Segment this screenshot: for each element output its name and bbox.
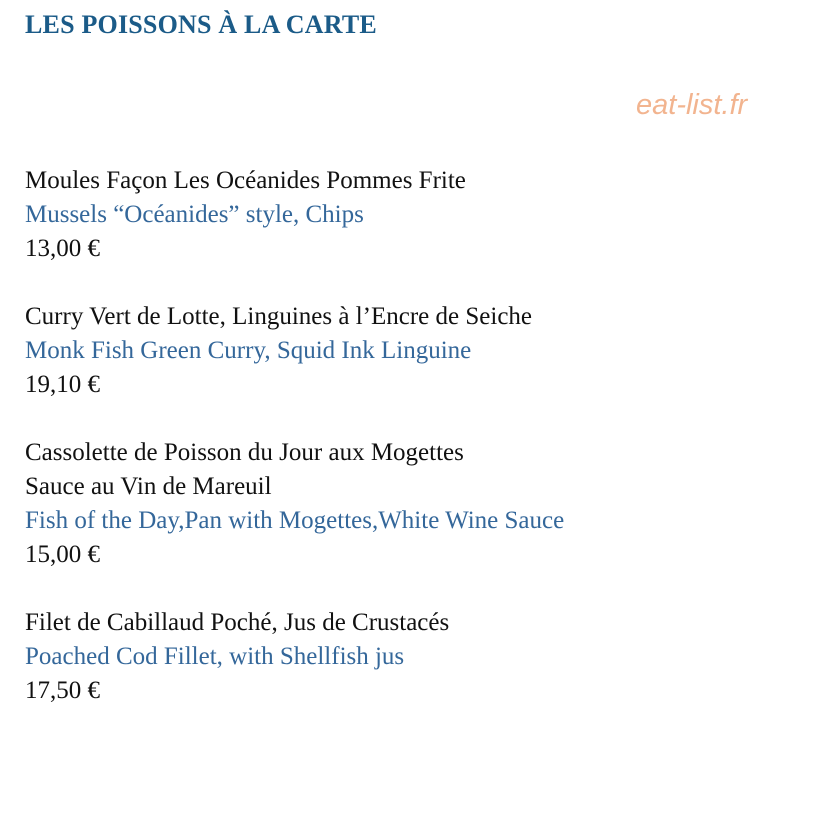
menu-list [25, 164, 564, 742]
item-name-fr: Filet de Cabillaud Poché, Jus de Crustacés [25, 609, 450, 636]
item-name-en: Mussels “Océanides” style, Chips [25, 201, 364, 228]
menu-item [25, 164, 564, 266]
item-price: 19,10 € [25, 371, 100, 398]
page-title: LES POISSONS À LA CARTE [25, 10, 377, 39]
menu-item [25, 606, 564, 708]
item-name-fr: Curry Vert de Lotte, Linguines à l’Encre de Seiche [25, 303, 533, 330]
item-name-en: Monk Fish Green Curry, Squid Ink Linguine [25, 337, 472, 364]
watermark: eat-list.fr [636, 89, 748, 121]
menu-item [25, 300, 564, 402]
item-price: 13,00 € [25, 235, 100, 262]
item-price: 15,00 € [25, 541, 100, 568]
item-name-fr: Cassolette de Poisson du Jour aux Mogettes [25, 439, 464, 466]
menu-item [25, 436, 564, 572]
item-price: 17,50 € [25, 677, 100, 704]
item-name-fr: Moules Façon Les Océanides Pommes Frite [25, 167, 466, 194]
item-name-en: Fish of the Day,Pan with Mogettes,White Wine Sauce [25, 507, 565, 534]
item-name-en: Poached Cod Fillet, with Shellfish jus [25, 643, 405, 670]
item-name-fr-continued: Sauce au Vin de Mareuil [25, 473, 272, 500]
